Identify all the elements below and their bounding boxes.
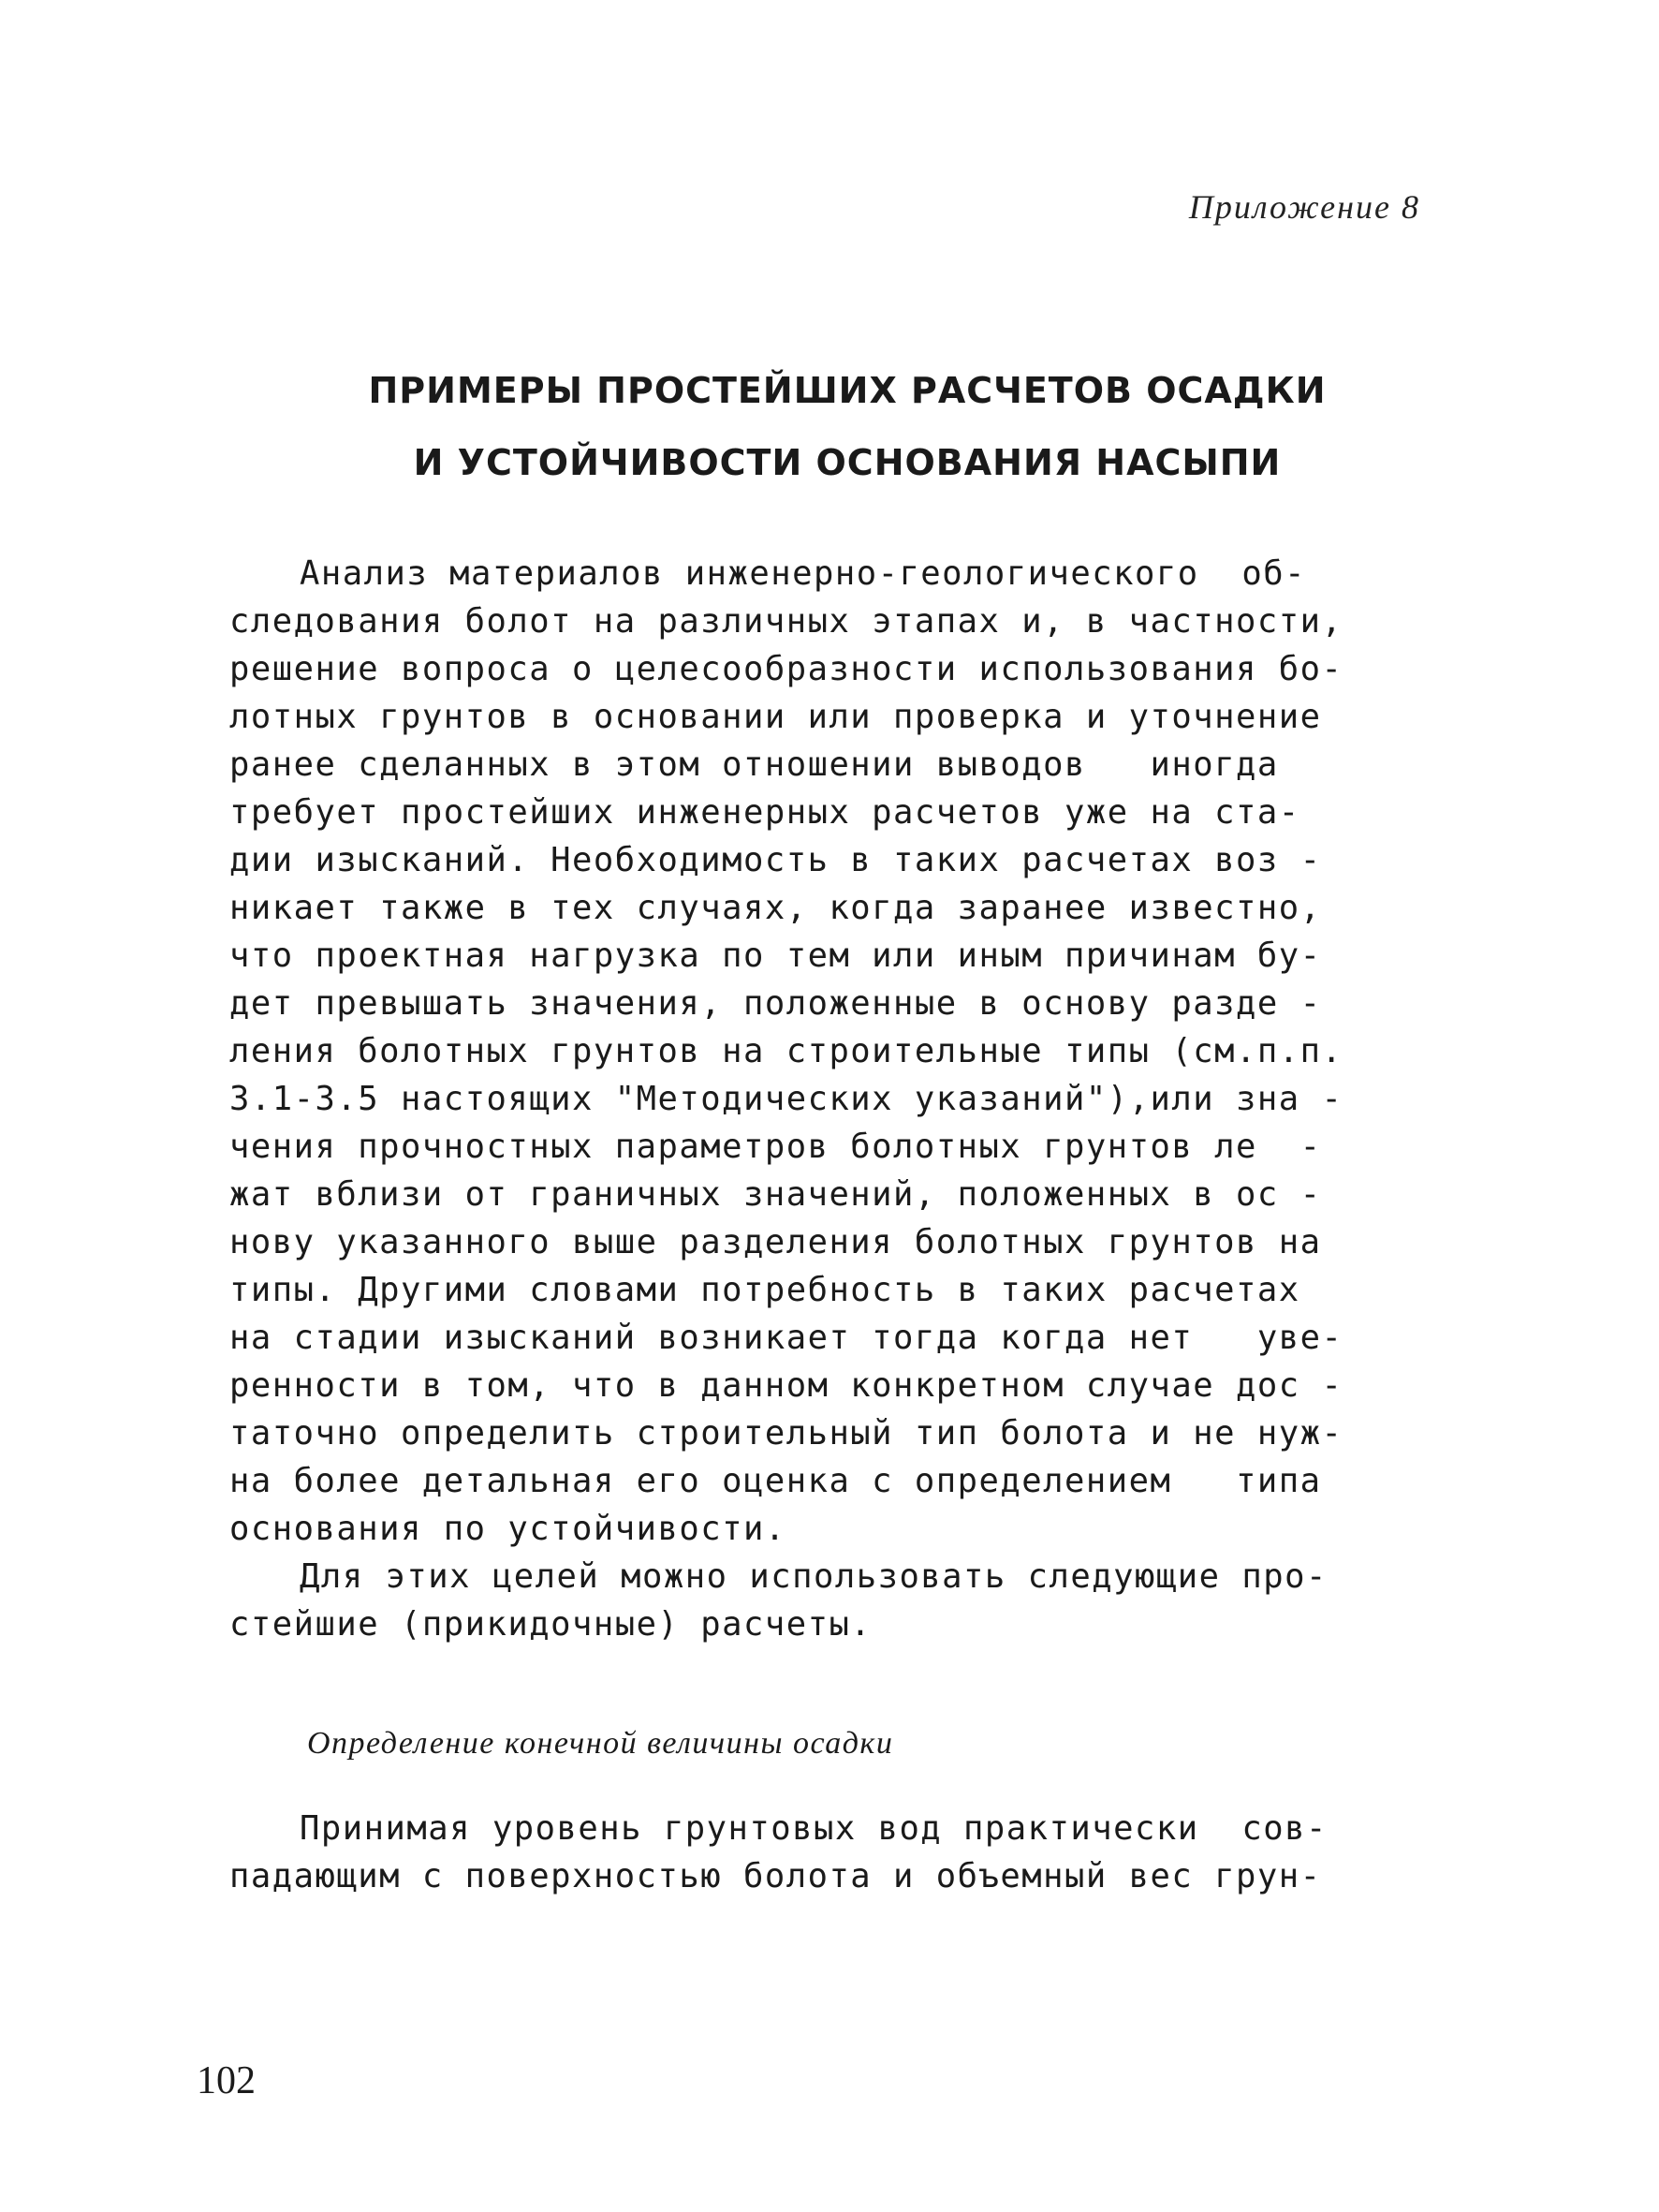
paragraph-1-line: лотных грунтов в основании или проверка и уточнение (229, 698, 1322, 736)
paragraph-1-line: 3.1-3.5 настоящих "Методических указаний"),или зна - (229, 1080, 1343, 1118)
paragraph-1-line: Анализ материалов инженерно-геологического об- (300, 554, 1307, 593)
title-line-2: И УСТОЙЧИВОСТИ ОСНОВАНИЯ НАСЫПИ (413, 442, 1282, 483)
paragraph-3-line: падающим с поверхностью болота и объемный вес грун- (229, 1857, 1322, 1895)
paragraph-1-line: жат вблизи от граничных значений, положенных в ос - (229, 1175, 1322, 1214)
paragraph-1-line: таточно определить строительный тип болота и не нуж- (229, 1414, 1343, 1453)
section-heading: Определение конечной величины осадки (307, 1726, 894, 1761)
paragraph-1-line: на более детальная его оценка с определением типа (229, 1462, 1322, 1500)
paragraph-1-line: типы. Другими словами потребность в таких расчетах (229, 1271, 1300, 1309)
paragraph-2-line: Для этих целей можно использовать следующие про- (300, 1557, 1328, 1596)
title-line-1: ПРИМЕРЫ ПРОСТЕЙШИХ РАСЧЕТОВ ОСАДКИ (368, 370, 1327, 411)
paragraph-1-line: на стадии изысканий возникает тогда когда нет уве- (229, 1319, 1343, 1357)
page-number: 102 (197, 2059, 256, 2102)
paragraph-1-line: требует простейших инженерных расчетов уже на ста- (229, 793, 1300, 832)
paragraph-1-line: решение вопроса о целесообразности использования бо- (229, 650, 1343, 688)
paragraph-1-line: следования болот на различных этапах и, в частности, (229, 602, 1343, 641)
paragraph-2-line: стейшие (прикидочные) расчеты. (229, 1605, 873, 1644)
paragraph-1-line: никает также в тех случаях, когда заранее известно, (229, 889, 1322, 927)
paragraph-3-line: Принимая уровень грунтовых вод практически сов- (300, 1809, 1328, 1848)
paragraph-1-line: ранее сделанных в этом отношении выводов иногда (229, 745, 1279, 784)
paragraph-1-line: ренности в том, что в данном конкретном случае дос - (229, 1366, 1343, 1405)
paragraph-1-line: ления болотных грунтов на строительные типы (см.п.п. (229, 1032, 1343, 1070)
paragraph-1-line: основания по устойчивости. (229, 1510, 786, 1548)
paragraph-1-line: дет превышать значения, положенные в основу разде - (229, 984, 1322, 1023)
paragraph-1-line: что проектная нагрузка по тем или иным причинам бу- (229, 936, 1322, 975)
paragraph-1-line: нову указанного выше разделения болотных грунтов на (229, 1223, 1322, 1261)
appendix-label: Приложение 8 (1188, 188, 1420, 226)
paragraph-1-line: чения прочностных параметров болотных грунтов ле - (229, 1128, 1322, 1166)
paragraph-1-line: дии изысканий. Необходимость в таких расчетах воз - (229, 841, 1322, 879)
